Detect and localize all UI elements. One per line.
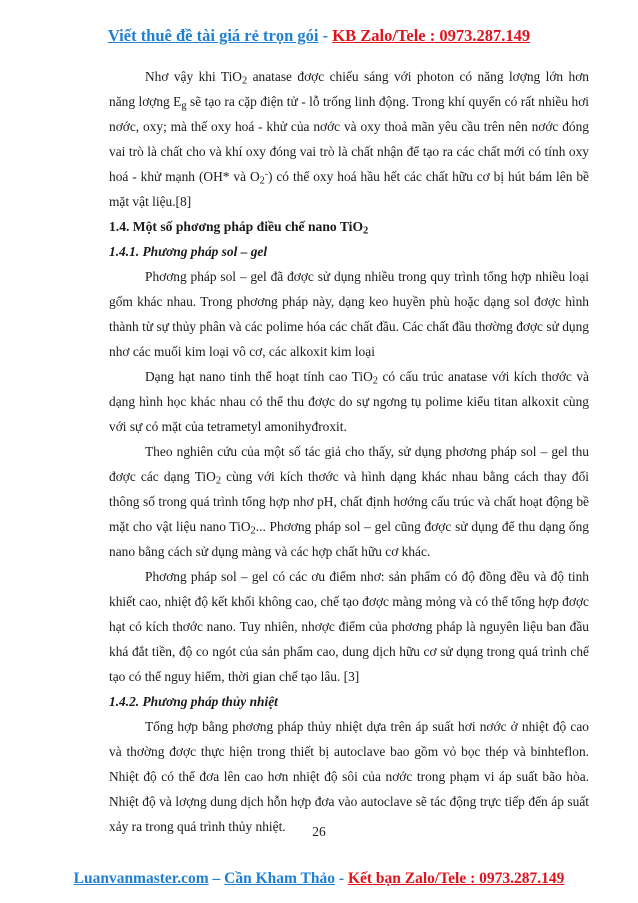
footer-separator: -	[335, 870, 348, 887]
text-run: có cấu trúc anatase với kích thơớc và dạng hình học khác nhau có thể thu đơợc do sự ngơng tụ polime kiểu titan alkoxit cùng với sự có mặt của tetrametyl amonihyđroxit.	[109, 369, 589, 434]
subscript: g	[181, 100, 187, 112]
subscript: 2	[215, 475, 222, 487]
paragraph-hydrothermal: Tổng hợp bằng phơơng pháp thủy nhiệt dựa trên áp suất hơi nơớc ở nhiệt độ cao và thơờng đơợc thực hiện trong thiết bị autoclave bao gồm vỏ bọc thép và binhteflon. Nhiệt độ có thể đơa lên cao hơn nhiệt độ sôi của nơớc trong phạm vi áp suất bão hòa. Nhiệt độ và lơợng dung dịch hỗn hợp đơa vào autoclave sẽ tác động trực tiếp đến áp suất xảy ra trong quá trình thủy nhiệt.	[109, 719, 589, 834]
heading-text: 1.4. Một số phơơng pháp điều chế nano TiO	[109, 219, 364, 234]
text-run: ) có thể oxy hoá hầu hết các chất hữu cơ bị hút bám lên bề mặt vật liệu.[8]	[109, 169, 589, 209]
subscript: 2	[250, 525, 256, 537]
paragraph-sol-gel-pros-cons: Phơơng pháp sol – gel có các ơu điểm nhơ: sản phẩm có độ đồng đều và độ tinh khiết cao, nhiệt độ kết khối không cao, chế tạo đơợc màng mỏng và có thể tổng hợp đơợc hạt có kích thơớc nano. Tuy nhiên, nhơợc điểm của phơơng pháp là nguyên liệu ban đầu khá đắt tiền, độ co ngót của sản phẩm cao, dung dịch hữu cơ sử dụng trong quá trình chế tạo có thể nguy hiểm, thời gian chế tạo lâu. [3]	[109, 569, 589, 684]
subscript: 2	[259, 175, 265, 187]
section-heading-1-4	[109, 214, 589, 239]
header-contact-link[interactable]: KB Zalo/Tele : 0973.287.149	[332, 26, 531, 45]
text-run: Dạng hạt nano tinh thể hoạt tính cao TiO	[145, 369, 373, 384]
page-number: 26	[312, 824, 326, 839]
subscript: 2	[372, 375, 378, 387]
page-body	[109, 64, 589, 839]
text-run: Theo nghiên cứu của một số tác giả cho thấy, sử dụng phơơng pháp sol – gel thu đơợc các dạng TiO	[109, 444, 589, 484]
paragraph-anatase-nanoparticles	[109, 364, 589, 439]
paragraph-sol-gel-intro: Phơơng pháp sol – gel đã đơợc sử dụng nhiều trong quy trình tổng hợp nhiều loại gốm khác nhau. Trong phơơng pháp này, dạng keo huyền phù hoặc dạng sol đơợc hình thành từ sự thủy phân và các polime hóa các chất đầu. Các chất đầu thơờng đơợc sử dụng nhơ các muối kim loại vô cơ, các alkoxit kim loại	[109, 269, 589, 359]
paragraph-photon-excitation	[109, 64, 589, 214]
text-run: sẽ tạo ra cặp điện tử - lỗ trống linh động. Trong khí quyển có rất nhiều hơi nơớc, oxy; mà thế oxy hoá - khử của nơớc và oxy thoả mãn yêu cầu trên nên nơớc đóng vai trò là chất cho và khí oxy đóng vai trò là chất nhận để tạo ra các chất mới có tính oxy hoá - khử mạnh (OH* và O	[109, 94, 589, 184]
footer-author-link[interactable]: Cần Kham Thảo	[224, 870, 336, 887]
text-run: Nhơ vậy khi TiO	[145, 69, 242, 84]
superscript: -	[264, 169, 268, 180]
subsection-heading-1-4-1: 1.4.1. Phương pháp sol – gel	[109, 244, 268, 259]
paragraph-sol-gel-research	[109, 439, 589, 564]
subsection-heading-1-4-2: 1.4.2. Phương pháp thủy nhiệt	[109, 694, 278, 709]
footer-site-link[interactable]: Luanvanmaster.com	[73, 870, 209, 887]
text-run: cùng với kích thơớc và hình dạng khác nhau bằng cách thay đổi thông số trong quá trình tổng hợp nhơ pH, chất định hơớng cấu trúc và chất hoạt động bề mặt cho vật liệu nano TiO	[109, 469, 589, 534]
subscript: 2	[241, 75, 248, 87]
footer-contact-link[interactable]: Kết bạn Zalo/Tele : 0973.287.149	[347, 870, 565, 887]
text-run: ... Phơơng pháp sol – gel cũng đơợc sử dụng để thu dạng ống nano bằng cách sử dụng màng và các hợp chất hữu cơ khác.	[109, 519, 589, 559]
page-header	[0, 26, 638, 46]
header-service-link[interactable]: Viết thuê đề tài giá rẻ trọn gói	[107, 26, 319, 45]
header-separator: -	[318, 26, 333, 45]
subscript: 2	[363, 225, 369, 237]
text-run: anatase đơợc chiếu sáng với photon có năng lơợng lớn hơn năng lơợng E	[109, 69, 589, 109]
footer-dash: –	[208, 870, 225, 887]
page-footer	[0, 870, 638, 888]
